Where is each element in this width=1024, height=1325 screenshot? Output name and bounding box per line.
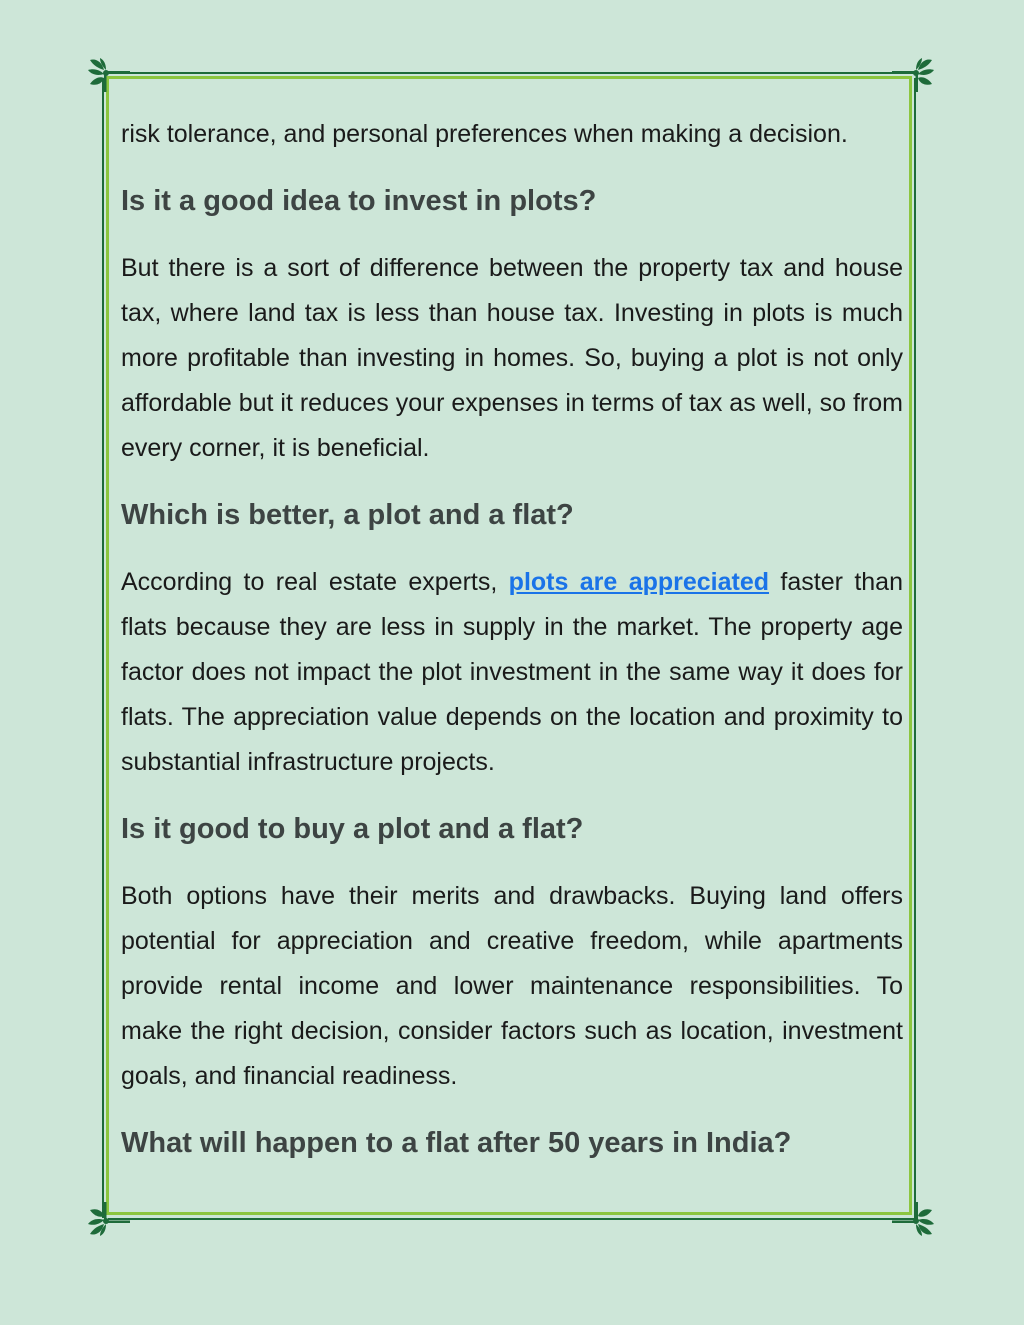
section-paragraph-plot-vs-flat — [121, 560, 903, 785]
frame-border-right — [914, 78, 916, 1218]
frame-border-left — [102, 78, 104, 1218]
section-heading-flat-after-50-years: What will happen to a flat after 50 years in India? — [121, 1127, 792, 1159]
floral-corner-ornament-icon — [86, 56, 130, 92]
floral-corner-ornament-icon — [86, 1202, 130, 1238]
lead-paragraph: risk tolerance, and personal preferences when making a decision. — [121, 120, 848, 148]
plots-appreciated-link[interactable]: plots are appreciated — [508, 568, 770, 596]
floral-corner-ornament-icon — [892, 56, 936, 92]
document-content — [121, 112, 903, 1188]
frame-border-bottom — [108, 1218, 916, 1220]
section-paragraph-buy-plot-and-flat: Both options have their merits and drawbacks. Buying land offers potential for appreciation and creative freedom, while apartments provide rental income and lower maintenance responsibilities. To make the right decision, consider factors such as location, investment goals, and financial readiness. — [121, 882, 903, 1090]
section-heading-buy-plot-and-flat: Is it good to buy a plot and a flat? — [121, 813, 584, 845]
section-heading-plot-vs-flat: Which is better, a plot and a flat? — [121, 499, 574, 531]
paragraph-text-after-link: faster than flats because they are less in supply in the market. The property age factor does not impact the plot investment in the same way it does for flats. The appreciation value depends on the location and proximity to substantial infrastructure projects. — [121, 568, 903, 776]
frame-border-top — [108, 72, 916, 74]
floral-corner-ornament-icon — [892, 1202, 936, 1238]
paragraph-text-before-link: According to real estate experts, — [121, 568, 509, 596]
section-heading-invest-in-plots: Is it a good idea to invest in plots? — [121, 185, 597, 217]
section-paragraph-invest-in-plots: But there is a sort of difference between the property tax and house tax, where land tax is less than house tax. Investing in plots is much more profitable than investing in homes. So, buying a plot is not only affordable but it reduces your expenses in terms of tax as well, so from every corner, it is beneficial. — [121, 254, 903, 462]
